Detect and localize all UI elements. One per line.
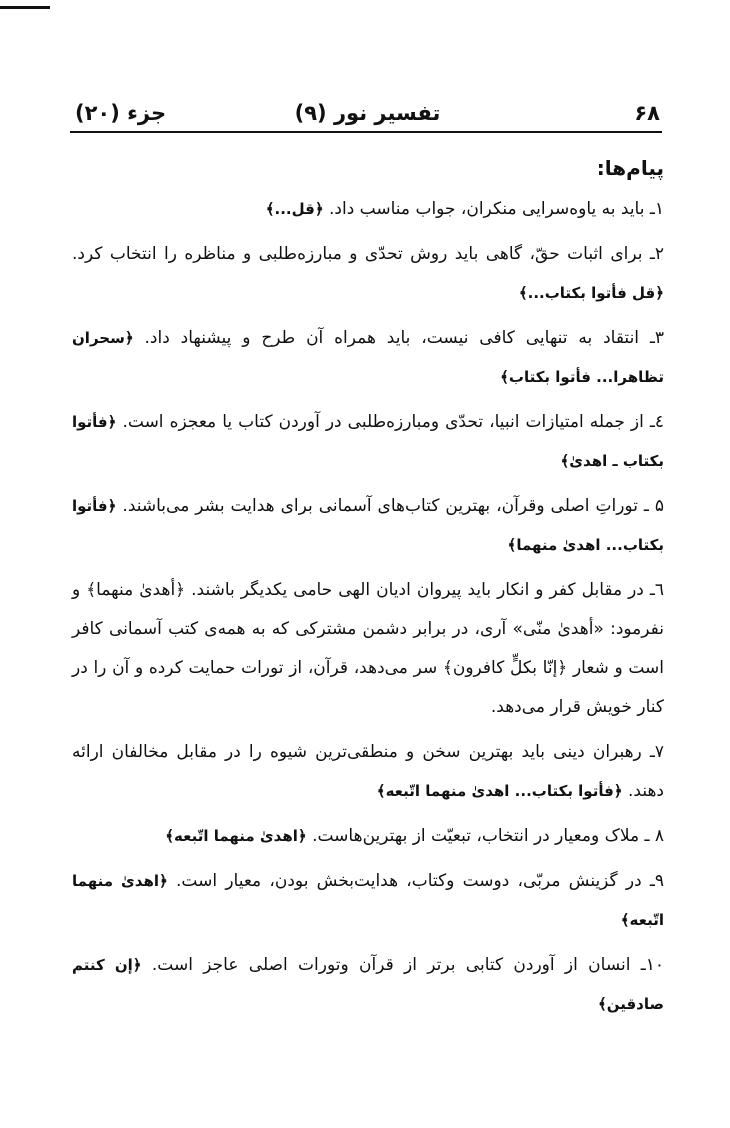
message-item: [72, 571, 664, 727]
quran-quote: ﴿اهدیٰ منهما اتّبعه﴾: [72, 872, 664, 929]
scan-corner-mark: [0, 6, 50, 9]
page-number: ۶۸: [634, 101, 660, 125]
message-item: [72, 862, 664, 940]
message-item: [72, 817, 664, 856]
quran-quote: ﴿قل...﴾: [265, 200, 324, 218]
quran-quote: ﴿قل فأتوا بکتاب...﴾: [518, 284, 664, 302]
message-item: [72, 403, 664, 481]
message-item: [72, 319, 664, 397]
message-text: ۱ـ باید به یاوه‌سرایی منکران، جواب مناسب داد.: [329, 199, 664, 219]
message-item: [72, 487, 664, 565]
page-body: [72, 148, 664, 1030]
header-divider: [70, 131, 662, 133]
message-item: [72, 190, 664, 229]
section-heading: پیام‌ها:: [596, 156, 664, 180]
quran-quote: ﴿اهدیٰ منهما اتّبعه﴾: [165, 827, 307, 845]
quran-quote: ﴿إن کنتم صادقین﴾: [72, 956, 664, 1013]
message-item: [72, 946, 664, 1024]
message-text: ۷ـ رهبران دینی باید بهترین سخن و منطقی‌ترین شیوه را در مقابل مخالفان ارائه دهند.: [72, 742, 664, 801]
message-text: ۸ ـ ملاک ومعیار در انتخاب، تبعیّت از بهترین‌هاست.: [312, 826, 664, 846]
message-text: ٦ـ در مقابل کفر و انکار باید پیروان ادیان الهی حامی یکدیگر باشند. ﴿أهدیٰ منهما﴾ و نفرمود: «أهدیٰ منّی» آری، در برابر دشمن مشترکی که به همه‌ی کتب آسمانی کافر است و شعار ﴿إنّا بکلٍّ کافرون﴾ سر می‌دهد، قرآن، از تورات حمایت کرده و آن را در کنار خویش قرار می‌دهد.: [72, 580, 664, 717]
message-text: ۲ـ برای اثبات حقّ، گاهی باید روش تحدّی و مبارزه‌طلبی و مناظره را انتخاب کرد.: [72, 244, 664, 264]
message-text: ۹ـ در گزینش مربّی، دوست وکتاب، هدایت‌بخش بودن، معیار است.: [176, 871, 665, 891]
quran-quote: ﴿فأتوا بکتاب ـ اهدیٰ﴾: [72, 413, 664, 470]
book-title: تفسیر نور (۹): [294, 101, 441, 125]
quran-quote: ﴿فأتوا بکتاب... اهدیٰ منهما﴾: [72, 497, 664, 554]
message-item: [72, 733, 664, 811]
message-text: ۱۰ـ انسان از آوردن کتابی برتر از قرآن وتورات اصلی عاجز است.: [151, 955, 665, 975]
page-header: [75, 98, 660, 130]
quran-quote: ﴿فأتوا بکتاب... اهدیٰ منهما اتّبعه﴾: [376, 782, 623, 800]
message-text: ٤ـ از جمله امتیازات انبیا، تحدّی ومبارزه‌طلبی در آوردن کتاب یا معجزه است.: [122, 412, 664, 432]
part-label: جزء (۲۰): [75, 101, 167, 125]
message-text: ۳ـ انتقاد به تنهایی کافی نیست، باید همراه آن طرح و پیشنهاد داد.: [144, 328, 665, 348]
message-item: [72, 235, 664, 313]
quran-quote: ﴿سحران تظاهرا... فأتوا بکتاب﴾: [72, 329, 664, 386]
message-text: ۵ ـ توراتِ اصلی وقرآن، بهترین کتاب‌های آسمانی برای هدایت بشر می‌باشند.: [122, 496, 665, 516]
